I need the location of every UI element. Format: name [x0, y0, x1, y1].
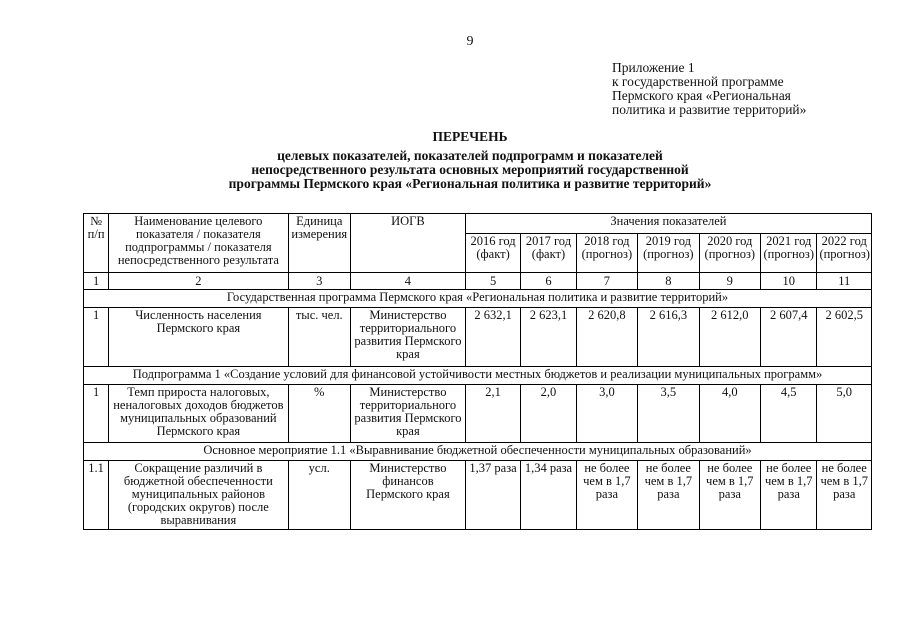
table-row-reduction: [84, 461, 872, 530]
row-value: 2 612,0: [699, 308, 760, 367]
row-value: не более чем в 1,7 раза: [699, 461, 760, 530]
column-number: 2: [109, 273, 288, 290]
row-value: 1,37 раза: [465, 461, 520, 530]
table-row-population: [84, 308, 872, 367]
subtitle-line: программы Пермского края «Региональная политика и развитие территорий»: [228, 176, 712, 191]
header-year: 2021 год (прогноз): [761, 234, 817, 273]
header-iogv: ИОГВ: [351, 214, 466, 273]
row-indicator-name: Сокращение различий в бюджетной обеспеченности муниципальных районов (городских округов) после выравнивания: [109, 461, 288, 530]
row-value: не более чем в 1,7 раза: [761, 461, 817, 530]
row-value: 5,0: [817, 385, 872, 443]
column-number: 8: [638, 273, 699, 290]
section-row-program: [84, 290, 872, 308]
row-value: не более чем в 1,7 раза: [638, 461, 699, 530]
header-unit: Единица измерения: [288, 214, 350, 273]
document-subtitle: [0, 149, 905, 191]
appendix-line: Приложение 1: [612, 60, 695, 75]
appendix-note: [612, 61, 806, 117]
header-row: [84, 214, 872, 234]
header-num: № п/п: [84, 214, 109, 273]
row-iogv: Министерство территориального развития Пермского края: [351, 385, 466, 443]
row-value: 2 623,1: [521, 308, 576, 367]
section-row-measure: [84, 443, 872, 461]
header-year: 2020 год (прогноз): [699, 234, 760, 273]
row-value: 4,0: [699, 385, 760, 443]
row-value: 1,34 раза: [521, 461, 576, 530]
header-year: 2022 год (прогноз): [817, 234, 872, 273]
row-value: 4,5: [761, 385, 817, 443]
column-number: 7: [576, 273, 637, 290]
column-number: 4: [351, 273, 466, 290]
column-number: 5: [465, 273, 520, 290]
row-value: 2 602,5: [817, 308, 872, 367]
header-year: 2017 год (факт): [521, 234, 576, 273]
row-indicator-name: Темп прироста налоговых, неналоговых доходов бюджетов муниципальных образований Пермского края: [109, 385, 288, 443]
section-measure-label: Основное мероприятие 1.1 «Выравнивание бюджетной обеспеченности муниципальных образований»: [84, 443, 872, 461]
row-iogv: Министерство финансов Пермского края: [351, 461, 466, 530]
header-year: 2019 год (прогноз): [638, 234, 699, 273]
column-numbers-row: [84, 273, 872, 290]
subtitle-line: целевых показателей, показателей подпрограмм и показателей: [277, 148, 663, 163]
section-row-subprogram: [84, 367, 872, 385]
header-values-group: Значения показателей: [465, 214, 871, 234]
column-number: 10: [761, 273, 817, 290]
header-year: 2016 год (факт): [465, 234, 520, 273]
document-title: ПЕРЕЧЕНЬ: [432, 129, 508, 144]
row-value: 2,1: [465, 385, 520, 443]
row-value: 3,5: [638, 385, 699, 443]
row-indicator-name: Численность населения Пермского края: [109, 308, 288, 367]
row-value: 2 632,1: [465, 308, 520, 367]
column-number: 1: [84, 273, 109, 290]
page-number: 9: [466, 34, 474, 49]
row-value: не более чем в 1,7 раза: [817, 461, 872, 530]
row-value: 2 616,3: [638, 308, 699, 367]
row-unit: тыс. чел.: [288, 308, 350, 367]
row-value: 2 607,4: [761, 308, 817, 367]
table-row-tax-growth: [84, 385, 872, 443]
row-num: 1: [84, 308, 109, 367]
appendix-line: политика и развитие территорий»: [612, 102, 807, 117]
row-unit: %: [288, 385, 350, 443]
section-subprogram-label: Подпрограмма 1 «Создание условий для финансовой устойчивости местных бюджетов и реализации муниципальных программ»: [84, 367, 872, 385]
row-value: 2 620,8: [576, 308, 637, 367]
row-num: 1.1: [84, 461, 109, 530]
section-program-label: Государственная программа Пермского края «Региональная политика и развитие территорий»: [84, 290, 872, 308]
header-name: Наименование целевого показателя / показателя подпрограммы / показателя непосредственного результата: [109, 214, 288, 273]
header-year: 2018 год (прогноз): [576, 234, 637, 273]
row-value: не более чем в 1,7 раза: [576, 461, 637, 530]
appendix-line: к государственной программе: [612, 74, 784, 89]
column-number: 11: [817, 273, 872, 290]
indicators-table: [83, 213, 872, 530]
row-iogv: Министерство территориального развития Пермского края: [351, 308, 466, 367]
row-value: 2,0: [521, 385, 576, 443]
row-unit: усл.: [288, 461, 350, 530]
column-number: 6: [521, 273, 576, 290]
appendix-line: Пермского края «Региональная: [612, 88, 791, 103]
row-num: 1: [84, 385, 109, 443]
subtitle-line: непосредственного результата основных мероприятий государственной: [251, 162, 689, 177]
column-number: 9: [699, 273, 760, 290]
row-value: 3,0: [576, 385, 637, 443]
column-number: 3: [288, 273, 350, 290]
